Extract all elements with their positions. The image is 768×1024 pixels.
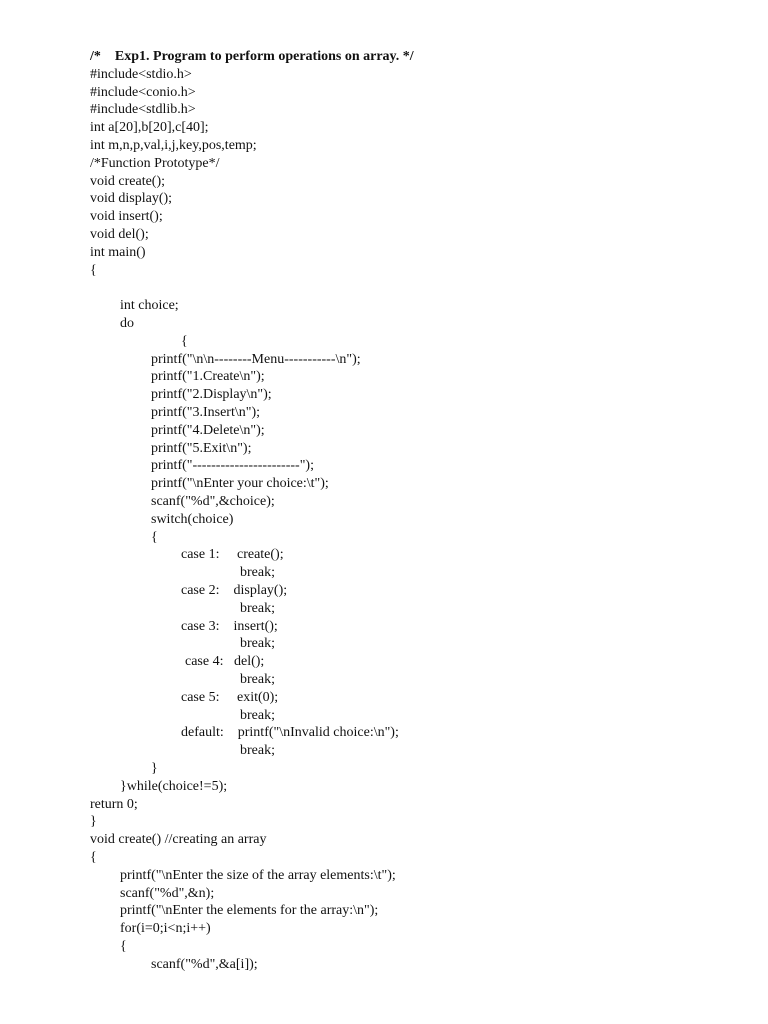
code-line: printf("1.Create\n"); [151,369,265,384]
code-line: { [90,263,97,278]
code-line: void create() //creating an array [90,832,267,847]
code-line: int m,n,p,val,i,j,key,pos,temp; [90,138,257,153]
code-line: break; [240,565,275,580]
code-line: printf("\nEnter the elements for the array:\n"); [120,903,379,918]
code-line: int a[20],b[20],c[40]; [90,120,209,135]
code-line: void del(); [90,227,149,242]
code-line: void display(); [90,191,173,206]
code-line: /* Exp1. Program to perform operations on array. */ [90,49,414,64]
code-line: switch(choice) [151,512,234,527]
code-line: case 1: create(); [181,547,284,562]
code-line: /*Function Prototype*/ [90,156,220,171]
code-line: } [151,761,158,776]
code-line: printf("-----------------------"); [151,458,314,473]
code-line: printf("4.Delete\n"); [151,423,265,438]
code-line: break; [240,743,275,758]
code-line: }while(choice!=5); [120,779,228,794]
code-line: for(i=0;i<n;i++) [120,921,211,936]
code-line: int main() [90,245,146,260]
code-line: case 2: display(); [181,583,288,598]
code-line: break; [240,672,275,687]
code-line: case 5: exit(0); [181,690,279,705]
code-line: printf("3.Insert\n"); [151,405,261,420]
code-line: void create(); [90,174,166,189]
code-line: int choice; [120,298,179,313]
code-line: case 3: insert(); [181,619,278,634]
code-line: scanf("%d",&n); [120,886,215,901]
code-line: #include<stdlib.h> [90,102,196,117]
code-line: { [181,334,188,349]
code-line: printf("\nEnter the size of the array elements:\t"); [120,868,396,883]
code-line: printf("\n\n--------Menu-----------\n"); [151,352,361,367]
code-line: default: printf("\nInvalid choice:\n"); [181,725,399,740]
code-line: printf("5.Exit\n"); [151,441,252,456]
code-line: break; [240,601,275,616]
code-line: break; [240,708,275,723]
code-line: printf("\nEnter your choice:\t"); [151,476,329,491]
code-line: return 0; [90,797,138,812]
code-line: void insert(); [90,209,163,224]
code-line: #include<stdio.h> [90,67,192,82]
code-line: { [120,939,127,954]
code-line: scanf("%d",&choice); [151,494,275,509]
code-line: printf("2.Display\n"); [151,387,272,402]
code-line: do [120,316,134,331]
code-line: break; [240,636,275,651]
code-line: { [151,530,158,545]
code-line: #include<conio.h> [90,85,196,100]
code-line: { [90,850,97,865]
code-line: scanf("%d",&a[i]); [151,957,258,972]
code-line: case 4: del(); [185,654,265,669]
code-line: } [90,814,97,829]
